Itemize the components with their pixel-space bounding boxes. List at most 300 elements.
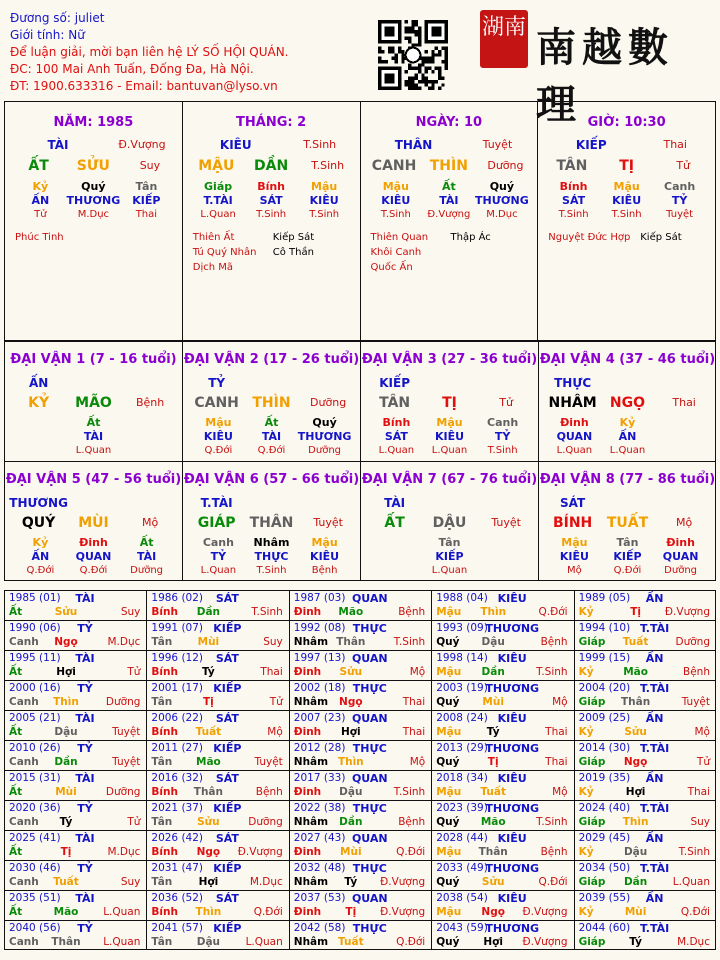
year-cell	[146, 650, 288, 680]
hidden-stem: Kỷ	[619, 416, 636, 429]
year-phase: M.Dục	[107, 846, 141, 858]
year-branch: Dần	[196, 606, 221, 618]
year-stem: Mậu	[436, 846, 462, 858]
year-label: 2017 (33)	[293, 772, 346, 784]
shen-sha-star: Tú Quý Nhân	[192, 247, 257, 258]
year-star: KIÊU	[497, 712, 527, 725]
year-stem: Nhâm	[293, 636, 329, 648]
dai-van-cell	[182, 341, 360, 461]
hidden-stem: Kỷ	[32, 536, 49, 549]
year-phase: T.Sinh	[536, 816, 568, 828]
year-cell	[146, 740, 288, 770]
dai-van-cell	[538, 461, 716, 581]
year-cell	[431, 800, 573, 830]
heavenly-stem: BÍNH	[552, 515, 593, 531]
year-star: TÀI	[75, 712, 95, 725]
hidden-stem: Mậu	[436, 416, 463, 429]
shen-sha-star: Phúc Tinh	[15, 232, 64, 243]
year-phase: Mộ	[694, 726, 710, 738]
year-label: 2026 (42)	[151, 832, 204, 844]
dai-van-star: ẤN	[28, 376, 49, 390]
year-stem: Kỷ	[578, 906, 594, 918]
year-label: 1991 (07)	[151, 622, 204, 634]
year-branch: Ngọ	[481, 906, 505, 918]
year-stem: Kỷ	[578, 786, 594, 798]
earthly-branch: DẦN	[254, 158, 289, 174]
year-branch: Ngọ	[623, 756, 648, 768]
year-phase: Bệnh	[540, 636, 568, 648]
year-stem: Kỷ	[578, 726, 594, 738]
year-branch: Mão	[53, 906, 79, 918]
hidden-stage: L.Quan	[609, 445, 646, 456]
year-label: 1987 (03)	[293, 592, 346, 604]
year-cell	[574, 620, 716, 650]
year-label: 2007 (23)	[293, 712, 346, 724]
year-branch: Thân	[478, 846, 508, 858]
hidden-stem: Bính	[257, 180, 286, 193]
branch-phase: Suy	[139, 159, 161, 172]
hidden-star: SÁT	[384, 430, 408, 443]
year-label: 2035 (51)	[9, 892, 61, 904]
year-cell	[4, 890, 146, 920]
year-star: TÀI	[75, 832, 95, 845]
year-label: 2000 (16)	[9, 682, 61, 694]
hidden-stem: Ất	[139, 536, 154, 549]
earthly-branch: THÂN	[249, 515, 294, 531]
year-label: 2027 (43)	[293, 832, 346, 844]
shen-sha-star: Dịch Mã	[192, 262, 233, 273]
year-stem: Kỷ	[578, 846, 594, 858]
hidden-star: THƯƠNG	[66, 194, 121, 207]
year-cell	[4, 920, 146, 950]
year-label: 2003 (19)	[436, 682, 488, 694]
year-label: 2034 (50)	[578, 862, 631, 874]
year-branch: Hợi	[483, 936, 503, 948]
year-phase: Q.Đới	[538, 876, 568, 888]
heavenly-stem: TÂN	[556, 158, 588, 174]
pillar-stem-star: THÂN	[394, 138, 433, 152]
year-star: TỶ	[77, 802, 93, 815]
year-stem: Mậu	[436, 726, 462, 738]
year-phase: Tử	[127, 816, 141, 828]
hidden-star: THỰC	[254, 550, 289, 563]
year-label: 1988 (04)	[436, 592, 488, 604]
hidden-stem: Bính	[382, 416, 411, 429]
hidden-star: KIÊU	[434, 430, 465, 443]
year-branch: Mão	[480, 816, 506, 828]
year-label: 1993 (09)	[436, 622, 488, 634]
year-star: ẤN	[645, 772, 664, 785]
shen-sha-star: Quốc Ấn	[370, 262, 413, 273]
year-branch: Dậu	[623, 846, 648, 858]
year-stem: Quý	[436, 636, 460, 648]
hidden-star: TÀI	[83, 430, 104, 443]
year-branch: Tị	[345, 906, 357, 918]
year-phase: Thai	[402, 696, 426, 708]
seal-stamp: 湖南	[480, 10, 528, 68]
hidden-stage: T.Sinh	[309, 209, 340, 220]
year-star: ẤN	[645, 592, 664, 605]
pillar-top-right: Thai	[663, 138, 687, 151]
year-branch: Ngọ	[339, 696, 363, 708]
year-branch: Hợi	[625, 786, 646, 798]
hidden-stage: Tuyệt	[666, 209, 694, 220]
year-phase: L.Quan	[245, 936, 283, 948]
year-cell	[289, 710, 431, 740]
heavenly-stem: ẤT	[384, 515, 405, 531]
year-star: THỰC	[352, 742, 387, 755]
hidden-stage: T.Sinh	[256, 209, 287, 220]
pillar-top-right: Tuyệt	[482, 138, 513, 151]
hidden-star: KIÊU	[309, 194, 339, 207]
contact-note: Để luận giải, mời bạn liên hệ LÝ SỐ HỘI QUÁN.	[10, 45, 289, 59]
year-star: SÁT	[215, 772, 239, 785]
year-phase: Dưỡng	[105, 786, 141, 798]
year-stem: Ất	[9, 846, 23, 858]
year-label: 2039 (55)	[578, 892, 631, 904]
year-label: 2019 (35)	[578, 772, 631, 784]
year-branch: Hợi	[56, 666, 76, 678]
year-branch: Dần	[623, 876, 648, 888]
year-stem: Bính	[151, 666, 178, 678]
year-stem: Mậu	[436, 906, 462, 918]
year-branch: Thìn	[337, 756, 364, 768]
year-label: 2024 (40)	[578, 802, 631, 814]
year-label: 2036 (52)	[151, 892, 204, 904]
year-branch: Mão	[623, 666, 648, 678]
hidden-stage: T.Sinh	[380, 209, 411, 220]
year-cell	[4, 740, 146, 770]
hidden-stem: Nhâm	[253, 536, 290, 549]
year-label: 2038 (54)	[436, 892, 488, 904]
year-cell	[574, 650, 716, 680]
year-phase: Thai	[545, 756, 568, 768]
hidden-star: THƯƠNG	[297, 430, 352, 443]
year-phase: M.Dục	[677, 936, 710, 948]
year-label: 2041 (57)	[151, 922, 204, 934]
year-cell	[431, 650, 573, 680]
earthly-branch: DẬU	[432, 515, 467, 531]
year-cell	[146, 710, 288, 740]
year-branch: Tị	[60, 846, 72, 858]
hidden-stem: Bính	[559, 180, 588, 193]
hidden-star: ẤN	[31, 194, 50, 207]
dai-van-star: KIẾP	[379, 376, 410, 390]
year-stem: Bính	[151, 906, 178, 918]
year-cell	[4, 800, 146, 830]
year-label: 2022 (38)	[293, 802, 346, 814]
branch-phase: Dưỡng	[310, 396, 347, 409]
year-stem: Quý	[436, 876, 460, 888]
year-star: TỶ	[77, 682, 93, 695]
year-label: 1989 (05)	[578, 592, 631, 604]
year-cell	[574, 920, 716, 950]
year-stem: Mậu	[436, 786, 462, 798]
year-branch: Thìn	[480, 606, 507, 618]
year-label: 1994 (10)	[578, 622, 631, 634]
year-stem: Đinh	[293, 786, 322, 798]
year-star: TỶ	[77, 862, 93, 875]
hidden-stem: Ất	[86, 416, 101, 429]
year-branch: Ngọ	[196, 846, 221, 858]
year-branch: Tị	[203, 696, 214, 708]
hidden-stem: Tân	[438, 536, 461, 549]
year-branch: Thân	[193, 786, 223, 798]
year-branch: Mùi	[340, 846, 362, 858]
shen-sha-star: Nguyệt Đức Hợp	[548, 232, 631, 243]
year-label: 2025 (41)	[9, 832, 61, 844]
gender: Giới tính: Nữ	[10, 28, 85, 42]
heavenly-stem: TÂN	[379, 395, 411, 411]
year-branch: Mùi	[197, 636, 220, 648]
hidden-star: TÀI	[136, 550, 157, 563]
hidden-stage: L.Quan	[431, 565, 468, 576]
hidden-stem: Canh	[664, 180, 696, 193]
shen-sha-star: Thiên Quan	[370, 232, 429, 243]
hidden-stage: L.Quan	[556, 445, 593, 456]
year-phase: Đ.Vượng	[380, 876, 426, 888]
dai-van-title: ĐẠI VẬN 5 (47 - 56 tuổi)	[5, 472, 182, 487]
year-label: 2040 (56)	[9, 922, 61, 934]
hidden-star: QUAN	[75, 550, 112, 563]
year-star: KIÊU	[497, 772, 527, 785]
year-stem: Mậu	[436, 606, 462, 618]
hidden-stem: Mậu	[382, 180, 409, 193]
year-phase: T.Sinh	[536, 666, 568, 678]
year-label: 1986 (02)	[151, 592, 204, 604]
dai-van-star: T.TÀI	[200, 496, 233, 510]
year-star: ẤN	[645, 652, 664, 665]
year-cell	[574, 590, 716, 620]
year-star: THỰC	[352, 862, 387, 875]
dai-van-title: ĐẠI VẬN 1 (7 - 16 tuổi)	[10, 352, 177, 367]
year-stem: Nhâm	[293, 876, 329, 888]
year-branch: Thân	[51, 936, 81, 948]
year-branch: Ngọ	[54, 636, 78, 648]
hidden-stem: Đinh	[666, 536, 695, 549]
year-phase: L.Quan	[103, 936, 141, 948]
hidden-stem: Đinh	[79, 536, 108, 549]
hidden-stage: Đ.Vượng	[427, 209, 471, 220]
hidden-star: KIÊU	[310, 550, 340, 563]
year-cell	[289, 650, 431, 680]
year-phase: T.Sinh	[393, 636, 426, 648]
year-label: 2002 (18)	[293, 682, 346, 694]
year-cell	[431, 890, 573, 920]
year-star: KIÊU	[497, 652, 527, 665]
hidden-star: KIẾP	[613, 550, 642, 563]
hidden-stem: Quý	[312, 416, 337, 429]
year-branch: Sửu	[339, 666, 363, 678]
year-stem: Đinh	[293, 666, 322, 678]
year-label: 1985 (01)	[9, 592, 61, 604]
hidden-stage: Q.Đới	[79, 565, 108, 576]
hidden-stem: Kỷ	[32, 180, 49, 193]
branch-phase: Tuyệt	[491, 516, 521, 529]
year-cell	[146, 920, 288, 950]
heavenly-stem: KỶ	[28, 395, 50, 411]
dai-van-cell	[360, 461, 538, 581]
year-stem: Giáp	[578, 696, 606, 708]
shen-sha-star: Thập Ác	[450, 232, 491, 243]
year-stem: Nhâm	[293, 756, 329, 768]
year-star: KIẾP	[213, 682, 242, 695]
year-star: THỰC	[352, 622, 387, 635]
dai-van-title: ĐẠI VẬN 8 (77 - 86 tuổi)	[539, 472, 716, 487]
year-cell	[574, 680, 716, 710]
year-star: ẤN	[645, 712, 664, 725]
branch-phase: Dưỡng	[487, 159, 524, 172]
pillar-0	[5, 102, 182, 340]
year-stem: Giáp	[578, 636, 606, 648]
shen-sha-star: Cô Thần	[272, 247, 314, 258]
hidden-star: SÁT	[259, 194, 283, 207]
hidden-stem: Ất	[264, 416, 279, 429]
year-label: 2042 (58)	[293, 922, 346, 934]
year-phase: M.Dục	[249, 876, 283, 888]
year-label: 2031 (47)	[151, 862, 204, 874]
year-branch: Tị	[487, 756, 499, 768]
year-star: TỶ	[77, 922, 93, 935]
year-star: TÀI	[75, 592, 95, 605]
hidden-stage: T.Sinh	[611, 209, 642, 220]
year-phase: Q.Đới	[396, 846, 426, 858]
hidden-stage: Thai	[135, 209, 158, 220]
year-branch: Dậu	[481, 636, 505, 648]
year-star: KIẾP	[213, 622, 242, 635]
qr-code-icon	[378, 20, 448, 90]
year-phase: Suy	[263, 636, 283, 648]
year-cell	[431, 830, 573, 860]
year-star: QUAN	[351, 892, 388, 905]
year-phase: Mộ	[409, 666, 426, 678]
year-cell	[431, 620, 573, 650]
year-branch: Mùi	[55, 786, 77, 798]
hidden-star: KIẾP	[132, 194, 161, 207]
hidden-stage: Dưỡng	[308, 445, 341, 456]
year-star: T.TÀI	[639, 922, 670, 935]
year-stem: Nhâm	[293, 816, 329, 828]
year-phase: Bệnh	[255, 786, 283, 798]
year-branch: Tuất	[195, 726, 222, 738]
earthly-branch: THÌN	[429, 158, 468, 174]
year-stem: Đinh	[293, 726, 322, 738]
year-star: SÁT	[215, 712, 239, 725]
year-star: SÁT	[215, 832, 239, 845]
hidden-stage: Q.Đới	[613, 565, 642, 576]
year-stem: Nhâm	[293, 696, 329, 708]
hidden-star: TỶ	[210, 550, 227, 563]
year-branch: Tý	[59, 816, 73, 828]
year-star: KIẾP	[213, 802, 242, 815]
year-star: T.TÀI	[639, 742, 670, 755]
hidden-stage: M.Dục	[77, 209, 110, 220]
year-star: T.TÀI	[639, 682, 670, 695]
year-stem: Giáp	[578, 816, 606, 828]
year-stem: Tân	[151, 636, 173, 648]
year-phase: Thai	[402, 726, 426, 738]
hidden-stem: Đinh	[560, 416, 589, 429]
year-cell	[574, 740, 716, 770]
year-star: KIÊU	[497, 892, 527, 905]
year-cell	[4, 590, 146, 620]
year-phase: Dưỡng	[248, 816, 283, 828]
year-label: 2029 (45)	[578, 832, 631, 844]
year-cell	[146, 620, 288, 650]
year-star: TÀI	[75, 892, 95, 905]
year-phase: Thai	[545, 726, 568, 738]
hidden-stage: L.Quan	[431, 445, 468, 456]
year-phase: Dưỡng	[105, 696, 141, 708]
year-label: 1995 (11)	[9, 652, 61, 664]
year-phase: Đ.Vượng	[380, 906, 426, 918]
year-cell	[146, 830, 288, 860]
year-phase: Dưỡng	[675, 636, 710, 648]
year-stem: Quý	[436, 816, 460, 828]
year-cell	[431, 770, 573, 800]
year-stem: Canh	[9, 756, 39, 768]
shen-sha-star: Khôi Canh	[370, 247, 422, 258]
heavenly-stem: CANH	[194, 395, 239, 411]
hidden-star: T.TÀI	[203, 194, 233, 207]
year-cell	[4, 650, 146, 680]
year-label: 2004 (20)	[578, 682, 631, 694]
branch-phase: T.Sinh	[311, 159, 345, 172]
year-stem: Giáp	[578, 756, 606, 768]
hidden-star: TÀI	[439, 194, 459, 207]
pillar-3	[537, 102, 715, 340]
year-label: 2028 (44)	[436, 832, 488, 844]
earthly-branch: MÙI	[78, 515, 109, 531]
year-stem: Tân	[151, 876, 173, 888]
pillar-title: THÁNG: 2	[236, 115, 307, 130]
year-stem: Ất	[9, 786, 23, 798]
hidden-stage: Dưỡng	[664, 565, 697, 576]
pillar-title: GIỜ: 10:30	[587, 115, 666, 130]
year-label: 2044 (60)	[578, 922, 631, 934]
year-label: 1992 (08)	[293, 622, 346, 634]
dai-van-title: ĐẠI VẬN 7 (67 - 76 tuổi)	[361, 472, 538, 487]
year-stem: Tân	[151, 696, 173, 708]
year-stem: Ất	[9, 906, 23, 918]
year-cell	[574, 800, 716, 830]
pillar-title: NĂM: 1985	[53, 115, 134, 130]
year-phase: Đ.Vượng	[237, 846, 283, 858]
year-phase: M.Dục	[107, 636, 141, 648]
year-star: ẤN	[645, 892, 664, 905]
year-star: SÁT	[215, 652, 239, 665]
heavenly-stem: ẤT	[28, 158, 49, 174]
hidden-star: KIÊU	[203, 430, 233, 443]
year-stem: Bính	[151, 786, 178, 798]
year-cell	[146, 770, 288, 800]
year-star: KIẾP	[213, 742, 242, 755]
year-stem: Quý	[436, 696, 460, 708]
year-stem: Canh	[9, 876, 39, 888]
year-star: THỰC	[352, 682, 387, 695]
hidden-stem: Canh	[202, 536, 234, 549]
hidden-stage: L.Quan	[200, 209, 236, 220]
year-stem: Giáp	[578, 876, 606, 888]
dai-van-cell	[4, 341, 182, 461]
year-branch: Thìn	[195, 906, 222, 918]
year-star: THƯƠNG	[485, 742, 540, 755]
year-cell	[431, 590, 573, 620]
year-branch: Dần	[54, 756, 78, 768]
dai-van-cell	[4, 461, 182, 581]
year-stem: Nhâm	[293, 936, 329, 948]
branch-phase: Mộ	[676, 516, 693, 529]
